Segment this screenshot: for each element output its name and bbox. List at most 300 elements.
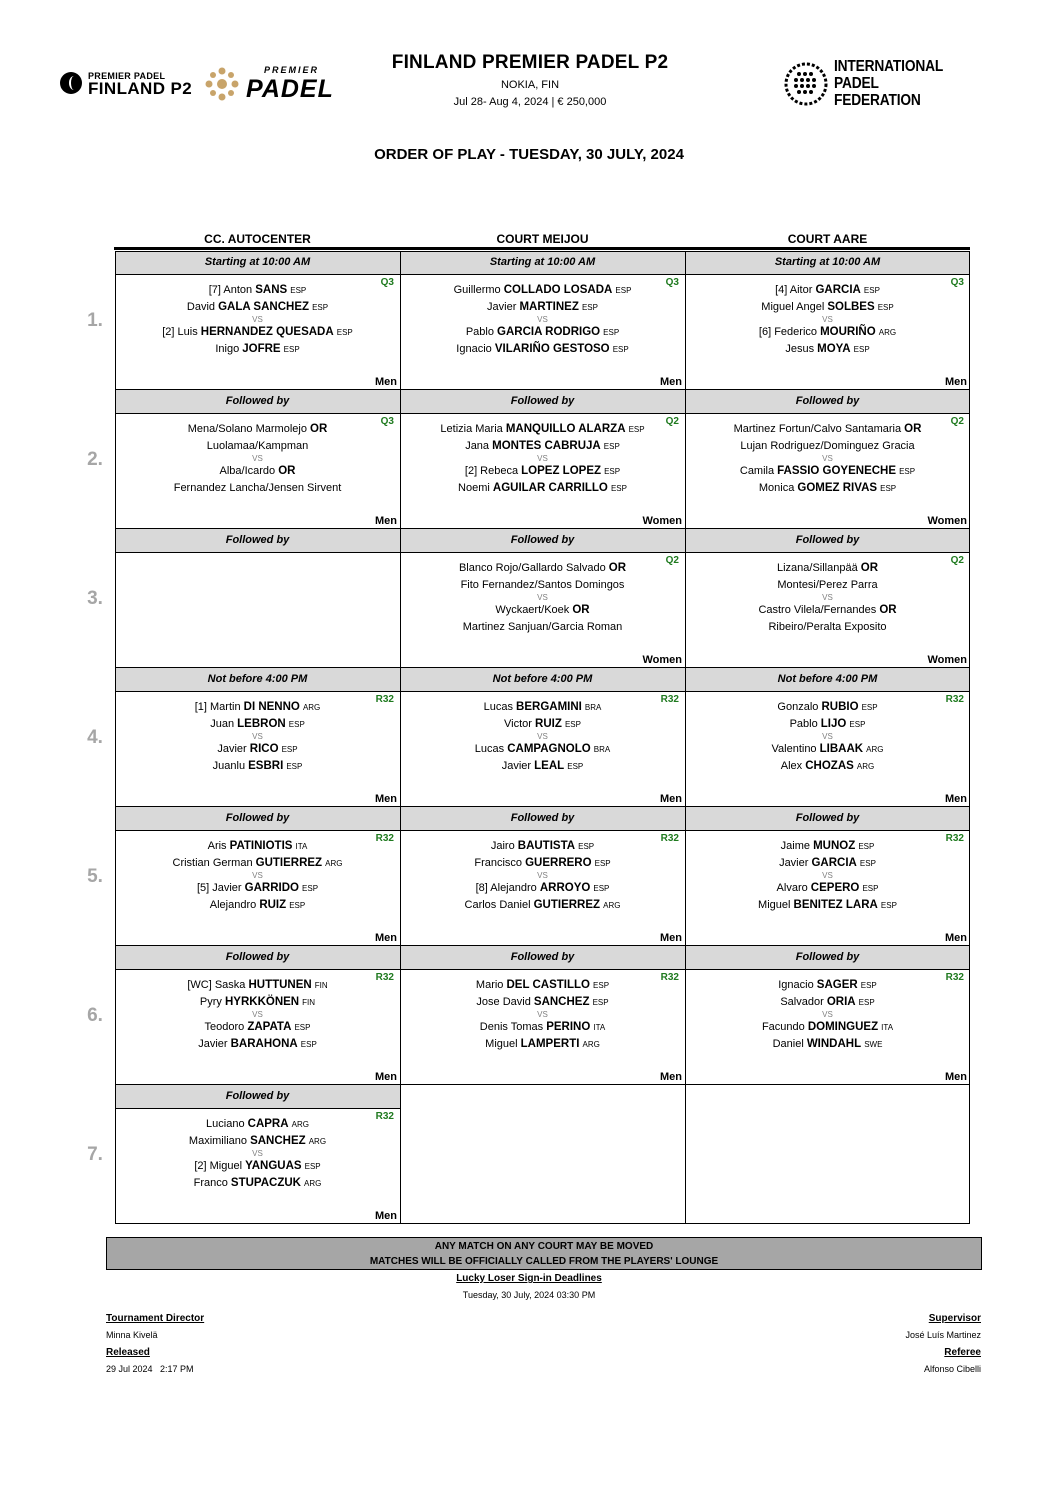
player-line — [400, 996, 685, 1008]
player-country: ESP — [593, 981, 610, 990]
player-first-name: Javier — [217, 743, 247, 755]
match-cell[interactable] — [400, 553, 685, 668]
round-code: Q3 — [380, 277, 394, 288]
round-code: R32 — [945, 694, 964, 705]
player-first-name: Montesi/Perez Parra — [777, 579, 878, 591]
player-country: ESP — [615, 286, 632, 295]
player-line — [685, 423, 970, 435]
player-first-name: Lucas — [483, 701, 513, 713]
player-country: ESP — [862, 884, 879, 893]
player-surname: BENITEZ LARA — [793, 899, 878, 911]
player-first-name: Alejandro — [209, 899, 257, 911]
player-country: ESP — [853, 345, 870, 354]
player-surname: GARCIA — [815, 284, 861, 296]
player-line — [115, 701, 400, 713]
slot-time-header: Not before 4:00 PM — [400, 668, 685, 691]
match-cell[interactable] — [115, 275, 400, 390]
player-country: ESP — [610, 484, 627, 493]
draw-category: Men — [660, 932, 682, 944]
match-cell[interactable] — [115, 414, 400, 529]
ipf-logo — [784, 56, 944, 112]
logo-premier-line1: PREMIER — [264, 65, 320, 75]
player-surname: JOFRE — [242, 343, 281, 355]
player-surname: OR — [860, 562, 879, 574]
player-first-name: Miguel — [485, 1038, 518, 1050]
versus-label: VS — [537, 871, 548, 880]
draw-category: Men — [375, 932, 397, 944]
player-line — [685, 482, 970, 494]
draw-category: Men — [660, 376, 682, 388]
player-line — [400, 979, 685, 991]
draw-category: Men — [375, 793, 397, 805]
player-surname: RUIZ — [535, 718, 562, 730]
draw-category: Men — [945, 793, 967, 805]
player-line — [115, 760, 400, 772]
player-country: ESP — [283, 345, 300, 354]
player-country: ARG — [878, 328, 897, 337]
player-line — [400, 440, 685, 452]
player-country: ESP — [877, 303, 894, 312]
slot-time-header: Followed by — [115, 1085, 400, 1108]
player-surname: BERGAMINI — [516, 701, 582, 713]
row-number: 5. — [87, 866, 103, 887]
player-first-name: Miguel Angel — [761, 301, 825, 313]
player-surname: RUIZ — [259, 899, 287, 911]
round-code: Q2 — [665, 555, 679, 566]
player-line — [685, 326, 970, 338]
player-first-name: Luciano — [206, 1118, 245, 1130]
player-surname: GOMEZ RIVAS — [797, 482, 878, 494]
player-country: ESP — [603, 442, 620, 451]
lucky-loser-title: Lucky Loser Sign-in Deadlines — [456, 1273, 602, 1284]
match-cell[interactable] — [115, 692, 400, 807]
player-line — [115, 343, 400, 355]
player-first-name: [2] Rebeca — [464, 465, 519, 477]
player-country: ESP — [312, 303, 329, 312]
player-line — [685, 301, 970, 313]
player-surname: RICO — [249, 743, 279, 755]
player-surname: HYRKKÖNEN — [224, 996, 300, 1008]
draw-category: Men — [375, 1210, 397, 1222]
versus-label: VS — [822, 454, 833, 463]
player-surname: LIJO — [820, 718, 847, 730]
player-first-name: [8] Alejandro — [475, 882, 537, 894]
player-surname: MANQUILLO ALARZA — [505, 423, 626, 435]
tournament-title: FINLAND PREMIER PADEL P2 — [391, 52, 669, 73]
player-line — [400, 604, 685, 616]
player-first-name: Camila — [739, 465, 775, 477]
player-surname: LEAL — [534, 760, 565, 772]
player-surname: GALA SANCHEZ — [218, 301, 310, 313]
player-country: ESP — [858, 998, 875, 1007]
round-code: Q2 — [950, 555, 964, 566]
player-country: ITA — [881, 1023, 894, 1032]
player-first-name: Maximiliano — [188, 1135, 247, 1147]
player-surname: LIBAAK — [819, 743, 864, 755]
match-cell[interactable] — [115, 1109, 400, 1224]
player-line — [400, 760, 685, 772]
player-country: ESP — [302, 884, 319, 893]
player-country: ESP — [336, 328, 353, 337]
player-first-name: Denis Tomas — [479, 1021, 544, 1033]
player-first-name: Alvaro — [776, 882, 808, 894]
notice-bar — [106, 1237, 982, 1270]
player-surname: RUBIO — [821, 701, 859, 713]
draw-category: Men — [660, 1071, 682, 1083]
slot-time-header: Not before 4:00 PM — [685, 668, 970, 691]
player-first-name: Castro Vilela/Fernandes — [758, 604, 877, 616]
versus-label: VS — [252, 1149, 263, 1158]
player-surname: DOMINGUEZ — [807, 1021, 879, 1033]
draw-category: Men — [375, 376, 397, 388]
player-country: ESP — [289, 901, 306, 910]
player-line — [685, 743, 970, 755]
match-cell[interactable] — [685, 275, 970, 390]
player-first-name: Mario — [475, 979, 504, 991]
round-code: R32 — [660, 972, 679, 983]
player-country: ESP — [859, 859, 876, 868]
player-line — [685, 579, 970, 591]
player-line — [400, 1021, 685, 1033]
player-surname: HUTTUNEN — [248, 979, 312, 991]
row-number: 2. — [87, 449, 103, 470]
slot-time-header: Followed by — [115, 390, 400, 413]
draw-category: Women — [642, 515, 682, 527]
player-first-name: Jana — [465, 440, 490, 452]
round-code: R32 — [945, 833, 964, 844]
round-code: Q2 — [950, 416, 964, 427]
player-line — [115, 465, 400, 477]
tournament-dates: Jul 28- Aug 4, 2024 | € 250,000 — [453, 96, 607, 108]
player-country: ESP — [899, 467, 916, 476]
player-first-name: Jairo — [490, 840, 515, 852]
player-country: ITA — [295, 842, 308, 851]
player-first-name: Jaime — [780, 840, 811, 852]
player-first-name: Alex — [780, 760, 803, 772]
player-country: ESP — [628, 425, 645, 434]
player-line — [115, 743, 400, 755]
cell-divider — [115, 552, 400, 553]
player-country: ESP — [592, 998, 609, 1007]
row-number: 6. — [87, 1005, 103, 1026]
match-cell[interactable] — [400, 692, 685, 807]
player-line — [685, 840, 970, 852]
player-country: ESP — [594, 859, 611, 868]
versus-label: VS — [252, 454, 263, 463]
row-number: 7. — [87, 1144, 103, 1165]
player-line — [685, 857, 970, 869]
player-surname: COLLADO LOSADA — [503, 284, 613, 296]
player-first-name: Javier — [501, 760, 532, 772]
player-line — [685, 604, 970, 616]
player-country: ESP — [564, 720, 581, 729]
player-surname: LEBRON — [237, 718, 286, 730]
player-line — [400, 423, 685, 435]
player-first-name: Lujan Rodriguez/Dominguez Gracia — [740, 440, 915, 452]
player-country: ESP — [604, 467, 621, 476]
player-first-name: Letizia Maria — [440, 423, 503, 435]
player-first-name: Fernandez Lancha/Jensen Sirvent — [173, 482, 342, 494]
player-country: ESP — [849, 720, 866, 729]
versus-label: VS — [252, 732, 263, 741]
player-line — [400, 1038, 685, 1050]
versus-label: VS — [252, 871, 263, 880]
player-country: ESP — [603, 328, 620, 337]
player-surname: SANCHEZ — [533, 996, 590, 1008]
round-code: R32 — [375, 972, 394, 983]
player-line — [685, 996, 970, 1008]
player-surname: PERINO — [546, 1021, 591, 1033]
player-surname: MONTES CABRUJA — [492, 440, 601, 452]
round-code: Q2 — [665, 416, 679, 427]
versus-label: VS — [537, 1010, 548, 1019]
player-first-name: Javier — [487, 301, 517, 313]
draw-category: Men — [945, 1071, 967, 1083]
player-surname: VILARIÑO GESTOSO — [494, 343, 610, 355]
row-number: 4. — [87, 727, 103, 748]
versus-label: VS — [252, 315, 263, 324]
match-cell[interactable] — [400, 831, 685, 946]
player-line — [115, 882, 400, 894]
player-surname: MARTINEZ — [519, 301, 579, 313]
row-divider — [115, 1223, 970, 1224]
player-line — [115, 840, 400, 852]
player-country: ESP — [880, 901, 897, 910]
match-cell[interactable] — [115, 970, 400, 1085]
player-first-name: [1] Martin — [194, 701, 241, 713]
player-country: ESP — [567, 762, 584, 771]
player-country: ESP — [593, 884, 610, 893]
player-country: BRA — [584, 703, 602, 712]
player-country: ESP — [290, 286, 307, 295]
player-surname: OR — [310, 423, 328, 435]
player-country: ARG — [308, 1137, 327, 1146]
player-first-name: Monica — [758, 482, 795, 494]
player-first-name: Fito Fernandez/Santos Domingos — [460, 579, 625, 591]
versus-label: VS — [822, 1010, 833, 1019]
grid-top-border — [115, 251, 970, 252]
player-line — [400, 301, 685, 313]
player-first-name: Javier — [198, 1038, 228, 1050]
player-first-name: Cristian German — [172, 857, 253, 869]
player-country: ARG — [856, 762, 875, 771]
player-country: ARG — [582, 1040, 600, 1049]
match-cell[interactable] — [685, 414, 970, 529]
player-country: BRA — [593, 745, 611, 754]
player-surname: GUTIERREZ — [533, 899, 601, 911]
player-surname: LOPEZ LOPEZ — [521, 465, 602, 477]
released-label: Released — [106, 1347, 150, 1358]
slot-time-header: Followed by — [400, 946, 685, 969]
tournament-location: NOKIA, FIN — [500, 79, 560, 91]
player-surname: CAMPAGNOLO — [507, 743, 591, 755]
slot-time-header: Followed by — [685, 529, 970, 552]
tournament-header — [330, 52, 730, 108]
player-surname: AGUILAR CARRILLO — [492, 482, 608, 494]
court-heading-2: COURT MEIJOU — [496, 232, 589, 246]
player-line — [685, 465, 970, 477]
slot-time-header: Followed by — [400, 807, 685, 830]
match-cell[interactable] — [685, 831, 970, 946]
player-surname: GUERRERO — [525, 857, 592, 869]
player-surname: FASSIO GOYENECHE — [777, 465, 897, 477]
player-country: ARG — [866, 745, 884, 754]
player-country: ESP — [860, 981, 877, 990]
slot-time-header: Followed by — [400, 390, 685, 413]
supervisor-name: José Luís Martinez — [905, 1330, 981, 1340]
player-first-name: [2] Miguel — [194, 1160, 243, 1172]
versus-label: VS — [252, 1010, 263, 1019]
match-cell[interactable] — [400, 275, 685, 390]
player-surname: OR — [904, 423, 922, 435]
player-first-name: Wyckaert/Koek — [495, 604, 570, 616]
ipf-globe-icon — [784, 56, 828, 112]
player-first-name: Pyry — [199, 996, 222, 1008]
referee-name: Alfonso Cibelli — [923, 1364, 981, 1374]
player-first-name: Lucas — [474, 743, 505, 755]
match-cell[interactable] — [400, 970, 685, 1085]
player-first-name: Alba/Icardo — [219, 465, 276, 477]
player-country: ESP — [300, 1040, 317, 1049]
player-surname: SOLBES — [827, 301, 875, 313]
player-surname: GARRIDO — [244, 882, 299, 894]
slot-time-header: Followed by — [400, 529, 685, 552]
player-line — [115, 1038, 400, 1050]
player-line — [115, 1118, 400, 1130]
column-divider — [115, 251, 116, 1224]
round-code: Q3 — [950, 277, 964, 288]
ipf-line3: FEDERATION — [834, 92, 921, 109]
player-first-name: Martinez Sanjuan/Garcia Roman — [462, 621, 623, 633]
player-first-name: Juan — [210, 718, 235, 730]
premier-padel-flower-icon — [204, 66, 240, 102]
player-surname: CAPRA — [247, 1118, 289, 1130]
player-first-name: [2] Luis — [162, 326, 198, 338]
player-line — [115, 301, 400, 313]
player-surname: OR — [572, 604, 590, 616]
versus-label: VS — [537, 732, 548, 741]
player-surname: ESBRI — [248, 760, 284, 772]
draw-category: Women — [927, 654, 967, 666]
released-time: 29 Jul 2024 2:17 PM — [106, 1364, 194, 1374]
player-surname: WINDAHL — [806, 1038, 862, 1050]
finland-p2-logo — [60, 70, 195, 100]
player-line — [685, 760, 970, 772]
round-code: Q3 — [380, 416, 394, 427]
player-line — [400, 482, 685, 494]
versus-label: VS — [822, 593, 833, 602]
player-first-name: David — [186, 301, 216, 313]
player-first-name: [5] Javier — [196, 882, 242, 894]
round-code: R32 — [375, 1111, 394, 1122]
column-divider — [685, 251, 686, 1224]
match-cell[interactable] — [685, 692, 970, 807]
player-first-name: Pablo — [465, 326, 494, 338]
player-country: ARG — [304, 1179, 322, 1188]
player-surname: CEPERO — [810, 882, 860, 894]
column-divider — [969, 251, 970, 1224]
player-first-name: Carlos Daniel — [464, 899, 531, 911]
court-heading-rule — [114, 247, 970, 250]
ipf-logo-text — [834, 58, 943, 109]
player-country: ESP — [294, 1023, 311, 1032]
player-line — [115, 326, 400, 338]
logo-premier-line2: PADEL — [246, 75, 334, 103]
player-surname: YANGUAS — [245, 1160, 302, 1172]
player-first-name: Gonzalo — [777, 701, 819, 713]
player-first-name: Pablo — [789, 718, 818, 730]
player-line — [400, 857, 685, 869]
slot-time-header: Not before 4:00 PM — [115, 668, 400, 691]
player-first-name: Franco — [193, 1177, 228, 1189]
player-country: ESP — [304, 1162, 321, 1171]
player-line — [400, 840, 685, 852]
versus-label: VS — [537, 454, 548, 463]
versus-label: VS — [822, 871, 833, 880]
player-first-name: Victor — [504, 718, 532, 730]
player-first-name: Salvador — [780, 996, 824, 1008]
player-country: FIN — [314, 981, 328, 990]
slot-time-header: Followed by — [685, 390, 970, 413]
player-line — [400, 465, 685, 477]
player-surname: CHOZAS — [805, 760, 854, 772]
player-country: FIN — [302, 998, 316, 1007]
player-line — [115, 979, 400, 991]
player-surname: OR — [879, 604, 897, 616]
padel-ball-icon — [60, 72, 82, 94]
player-first-name: Lizana/Sillanpää — [776, 562, 858, 574]
player-country: ESP — [288, 720, 305, 729]
player-line — [685, 882, 970, 894]
match-cell[interactable] — [685, 970, 970, 1085]
player-first-name: Guillermo — [453, 284, 501, 296]
player-surname: BARAHONA — [230, 1038, 298, 1050]
player-first-name: Javier — [779, 857, 809, 869]
player-country: ARG — [603, 901, 621, 910]
player-first-name: Inigo — [215, 343, 240, 355]
player-line — [115, 1160, 400, 1172]
player-country: ESP — [581, 303, 598, 312]
player-first-name: Miguel — [758, 899, 791, 911]
player-line — [400, 284, 685, 296]
player-surname: GARCIA — [811, 857, 857, 869]
player-line — [115, 1021, 400, 1033]
player-line — [685, 621, 970, 633]
player-country: ESP — [612, 345, 629, 354]
versus-label: VS — [537, 593, 548, 602]
match-cell[interactable] — [115, 831, 400, 946]
match-cell[interactable] — [685, 553, 970, 668]
player-country: SWE — [864, 1040, 883, 1049]
player-country: ARG — [291, 1120, 309, 1129]
player-line — [685, 440, 970, 452]
player-line — [685, 343, 970, 355]
match-cell[interactable] — [400, 414, 685, 529]
player-line — [115, 440, 400, 452]
ipf-line2: PADEL — [834, 75, 879, 92]
player-country: ARG — [325, 859, 343, 868]
player-country: ITA — [593, 1023, 606, 1032]
versus-label: VS — [822, 315, 833, 324]
player-first-name: Aris — [207, 840, 227, 852]
player-surname: DEL CASTILLO — [506, 979, 590, 991]
player-line — [115, 284, 400, 296]
player-surname: ARROYO — [539, 882, 591, 894]
player-surname: HERNANDEZ QUESADA — [200, 326, 334, 338]
player-line — [400, 621, 685, 633]
player-line — [400, 562, 685, 574]
tournament-director-name: Minna Kivelä — [106, 1330, 158, 1340]
